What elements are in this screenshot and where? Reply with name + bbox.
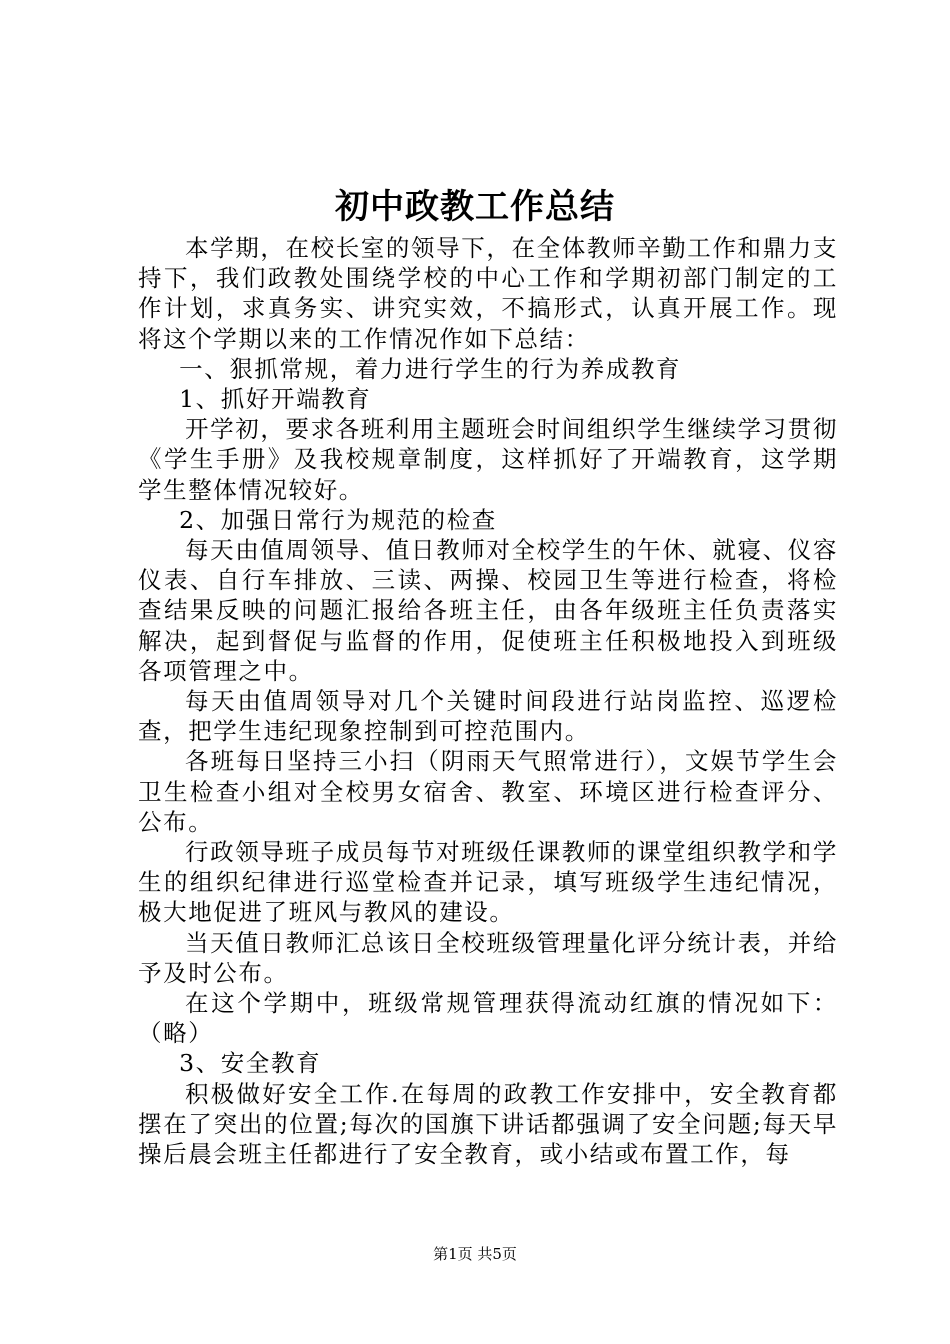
paragraph: 当天值日教师汇总该日全校班级管理量化评分统计表，并给予及时公布。 xyxy=(138,928,838,987)
paragraph: 本学期，在校长室的领导下，在全体教师辛勤工作和鼎力支持下，我们政教处围绕学校的中心工作和学期初部门制定的工作计划，求真务实、讲究实效，不搞形式，认真开展工作。现将这个学期以来的工作情况作如下总结： xyxy=(138,234,838,353)
paragraph: 在这个学期中，班级常规管理获得流动红旗的情况如下：（略） xyxy=(138,989,838,1048)
paragraph: 行政领导班子成员每节对班级任课教师的课堂组织教学和学生的组织纪律进行巡堂检查并记录，填写班级学生违纪情况，极大地促进了班风与教风的建设。 xyxy=(138,838,838,927)
section-heading: 一、狠抓常规，着力进行学生的行为养成教育 xyxy=(179,354,682,383)
paragraph: 积极做好安全工作.在每周的政教工作安排中，安全教育都摆在了突出的位置;每次的国旗下讲话都强调了安全问题;每天早操后晨会班主任都进行了安全教育，或小结或布置工作，每 xyxy=(138,1079,838,1169)
document-title: 初中政教工作总结 xyxy=(335,187,615,227)
subsection-heading: 1、抓好开端教育 xyxy=(179,385,372,414)
paragraph: 各班每日坚持三小扫（阴雨天气照常进行），文娱节学生会卫生检查小组对全校男女宿舍、教室、环境区进行检查评分、公布。 xyxy=(138,747,838,836)
paragraph: 每天由值周领导对几个关键时间段进行站岗监控、巡逻检查，把学生违纪现象控制到可控范围内。 xyxy=(138,687,838,746)
subsection-heading: 3、安全教育 xyxy=(179,1049,322,1078)
subsection-heading: 2、加强日常行为规范的检查 xyxy=(179,505,497,534)
paragraph: 开学初，要求各班利用主题班会时间组织学生继续学习贯彻《学生手册》及我校规章制度，这样抓好了开端教育，这学期学生整体情况较好。 xyxy=(138,415,838,504)
document-body xyxy=(138,233,838,1169)
page-footer: 第1页 共5页 xyxy=(433,1245,517,1263)
paragraph: 每天由值周领导、值日教师对全校学生的午休、就寝、仪容仪表、自行车排放、三读、两操、校园卫生等进行检查，将检查结果反映的问题汇报给各班主任，由各年级班主任负责落实解决，起到督促与监督的作用，促使班主任积极地投入到班级各项管理之中。 xyxy=(138,536,838,685)
